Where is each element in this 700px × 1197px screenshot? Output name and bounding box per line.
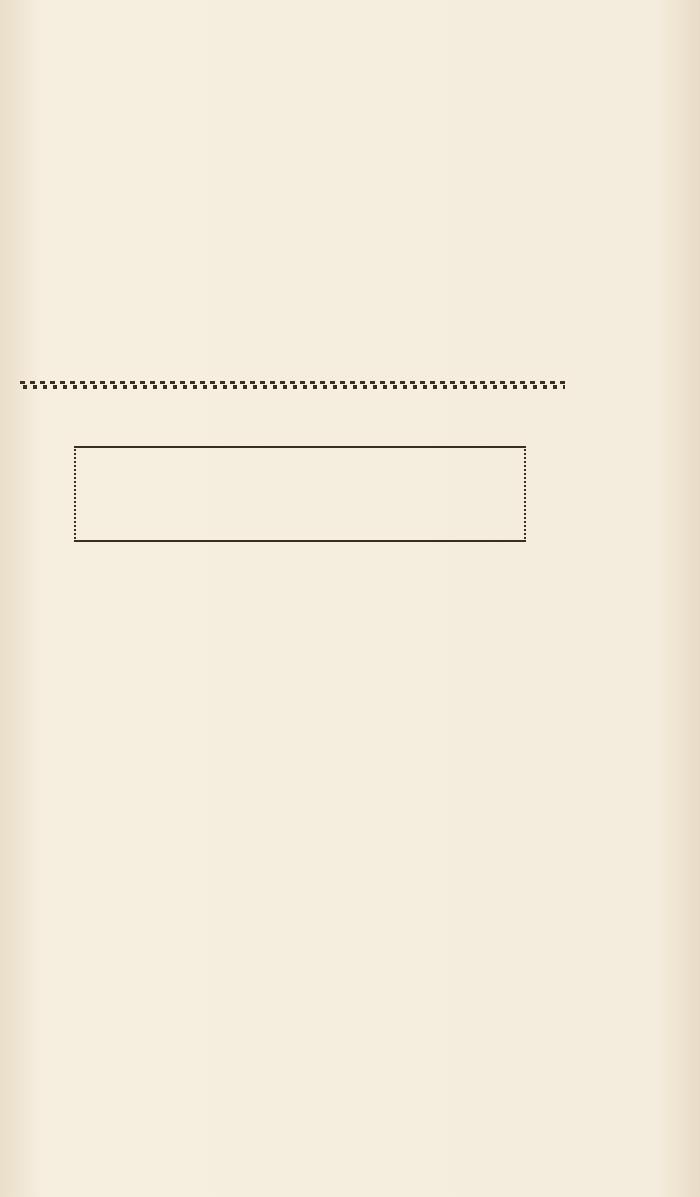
ornamental-rule (20, 378, 565, 392)
commentary-body (20, 595, 565, 597)
recipe-box (74, 446, 526, 542)
